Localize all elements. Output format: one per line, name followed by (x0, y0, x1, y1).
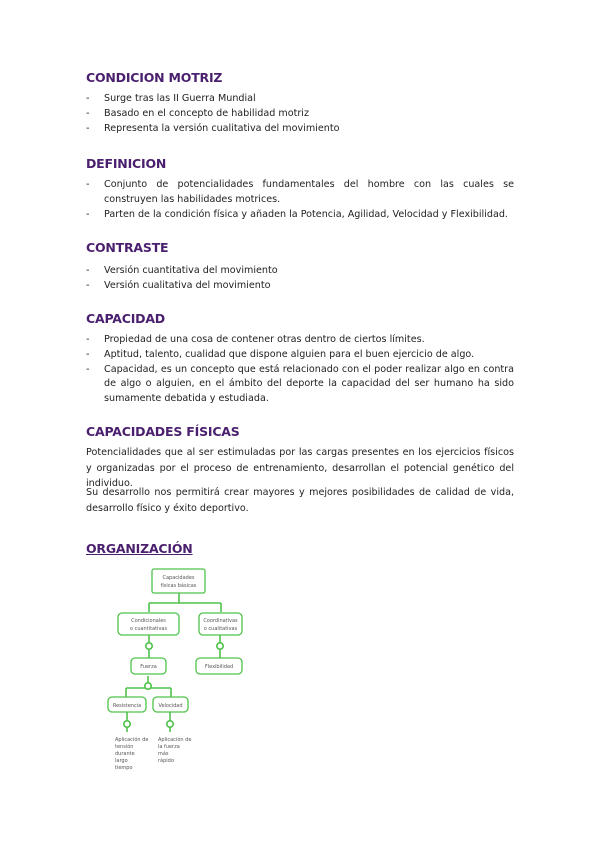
heading-definicion: DEFINICION (86, 156, 167, 171)
junction-dot (145, 683, 151, 689)
junction-dot (124, 721, 130, 727)
heading-capacidades-fisicas: CAPACIDADES FÍSICAS (86, 424, 240, 439)
node-leaf-right-label: Velocidad (158, 703, 183, 709)
list-item: - Surge tras las II Guerra Mundial (86, 92, 514, 107)
heading-contraste: CONTRASTE (86, 240, 169, 255)
leaf-left-desc-5: tiempo (115, 765, 133, 771)
junction-dot (167, 721, 173, 727)
node-right-child-label: Flexibilidad (204, 664, 234, 670)
junction-dot (146, 643, 152, 649)
list-item: - Versión cuantitativa del movimiento (86, 264, 514, 279)
paragraph-capacidades-1: Potencialidades que al ser estimuladas por las cargas presentes en los ejercicios físicos y organizadas por el proceso de entrenamiento, desarrollan el potencial genético del individuo. (86, 447, 514, 489)
list-item: - Versión cualitativa del movimiento (86, 279, 514, 294)
node-root-label-1: Capacidades (162, 575, 195, 581)
leaf-right-desc-3: más (158, 751, 169, 757)
list-item: - Conjunto de potencialidades fundamentales del hombre con las cuales se construyen las habilidades motrices. (86, 178, 514, 208)
leaf-right-desc-2: la fuerza (158, 744, 180, 750)
node-left-label-2: o cuantitativas (129, 626, 168, 632)
node-right-label-2: o cualitativas (203, 626, 238, 632)
node-right-label-1: Coordinativas (203, 618, 238, 624)
list-item: - Propiedad de una cosa de contener otras dentro de ciertos límites. (86, 333, 514, 348)
leaf-right-desc-1: Aplicación de (158, 737, 192, 743)
heading-condicion-motriz: CONDICION MOTRIZ (86, 70, 223, 85)
list-item: - Representa la versión cualitativa del movimiento (86, 122, 514, 137)
list-item: - Parten de la condición física y añaden la Potencia, Agilidad, Velocidad y Flexibilidad. (86, 208, 514, 223)
leaf-left-desc-4: largo (115, 758, 128, 764)
node-leaf-left-label: Resistencia (112, 703, 142, 709)
junction-dot (217, 643, 223, 649)
node-left-label-1: Condicionales (131, 618, 166, 624)
diagram-node-root (152, 569, 205, 593)
list-item: - Aptitud, talento, cualidad que dispone alguien para el buen ejercicio de algo. (86, 348, 514, 363)
node-mid-label: Fuerza (140, 664, 157, 670)
leaf-left-desc-3: durante (115, 751, 135, 757)
heading-capacidad: CAPACIDAD (86, 311, 165, 326)
list-item: - Basado en el concepto de habilidad motriz (86, 107, 514, 122)
paragraph-capacidades-2: Su desarrollo nos permitirá crear mayores y mejores posibilidades de calidad de vida, desarrollo físico y éxito deportivo. (86, 487, 514, 514)
leaf-left-desc-2: tensión (115, 744, 134, 750)
heading-organizacion: ORGANIZACIÓN (86, 541, 193, 556)
leaf-left-desc-1: Aplicación de (115, 737, 149, 743)
list-item: - Capacidad, es un concepto que está relacionado con el poder realizar algo en contra de algo o alguien, en el ámbito del deporte la capacidad del ser humano ha sido sumamente debatida y estudiada. (86, 363, 514, 407)
leaf-right-desc-4: rápido (158, 758, 174, 764)
node-root-label-2: físicas básicas (160, 583, 197, 589)
